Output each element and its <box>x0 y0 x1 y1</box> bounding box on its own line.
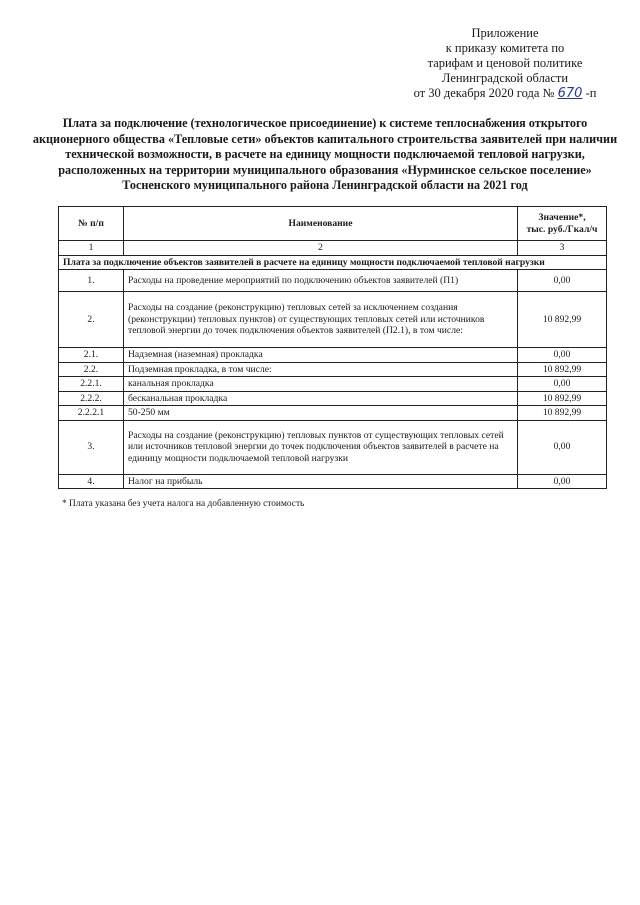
row-num: 2.2.1. <box>59 377 124 392</box>
row-name: бесканальная прокладка <box>124 391 518 406</box>
section-title: Плата за подключение объектов заявителей в расчете на единицу мощности подключаемой тепловой нагрузки <box>59 255 607 270</box>
row-name: Налог на прибыль <box>124 474 518 489</box>
row-value: 10 892,99 <box>518 406 607 421</box>
table-row <box>59 474 607 489</box>
row-num: 2.2.2.1 <box>59 406 124 421</box>
appendix-suffix: -п <box>585 86 597 100</box>
appendix-line-1: Приложение <box>471 26 539 40</box>
col-number-1: 1 <box>59 241 124 256</box>
row-name: канальная прокладка <box>124 377 518 392</box>
table-row <box>59 391 607 406</box>
section-row <box>59 255 607 270</box>
row-num: 1. <box>59 270 124 292</box>
table-row <box>59 362 607 377</box>
table-row <box>59 420 607 474</box>
row-name: Подземная прокладка, в том числе: <box>124 362 518 377</box>
tariff-table <box>58 206 607 489</box>
row-num: 4. <box>59 474 124 489</box>
table-header-row <box>59 207 607 241</box>
footnote: * Плата указана без учета налога на добавленную стоимость <box>62 499 305 509</box>
appendix-date-line <box>380 86 630 101</box>
header-value <box>518 207 607 241</box>
row-num: 2.2. <box>59 362 124 377</box>
row-name: Надземная (наземная) прокладка <box>124 348 518 363</box>
row-num: 2.1. <box>59 348 124 363</box>
handwritten-order-number: 670 <box>557 86 583 101</box>
col-number-2: 2 <box>124 241 518 256</box>
row-value: 0,00 <box>518 270 607 292</box>
table-row <box>59 377 607 392</box>
row-value: 0,00 <box>518 420 607 474</box>
appendix-line-3: тарифам и ценовой политике <box>427 56 583 70</box>
row-num: 2. <box>59 292 124 348</box>
row-value: 0,00 <box>518 474 607 489</box>
column-number-row <box>59 241 607 256</box>
row-value: 10 892,99 <box>518 362 607 377</box>
appendix-line-4: Ленинградской области <box>441 71 569 85</box>
row-value: 10 892,99 <box>518 391 607 406</box>
row-num: 2.2.2. <box>59 391 124 406</box>
table-row <box>59 292 607 348</box>
row-name: 50-250 мм <box>124 406 518 421</box>
appendix-line-2: к приказу комитета по <box>445 41 565 55</box>
row-value: 10 892,99 <box>518 292 607 348</box>
row-num: 3. <box>59 420 124 474</box>
header-value-line-2: тыс. руб./Гкал/ч <box>526 223 598 235</box>
row-value: 0,00 <box>518 348 607 363</box>
header-value-line-1: Значение*, <box>538 212 586 223</box>
row-value: 0,00 <box>518 377 607 392</box>
col-number-3: 3 <box>518 241 607 256</box>
row-name: Расходы на проведение мероприятий по подключению объектов заявителей (П1) <box>124 270 518 292</box>
table-row <box>59 270 607 292</box>
row-name: Расходы на создание (реконструкцию) тепловых сетей за исключением создания (реконструкции) тепловых пунктов) от существующих тепловых сетей или источников тепловой энергии до точек подключения объектов заявителей (П2.1), в том числе: <box>124 292 518 348</box>
appendix-block <box>380 26 630 101</box>
document-title: Плата за подключение (технологическое присоединение) к системе теплоснабжения открытого акционерного общества «Тепловые сети» объектов капитального строительства заявителей при наличии технической возможности, в расчете на единицу мощности подключаемой тепловой нагрузки, расположенных на территории муниципального образования «Нурминское сельское поселение» Тосненского муниципального района Ленинградской области на 2021 год <box>32 116 618 192</box>
table-row <box>59 406 607 421</box>
header-name: Наименование <box>124 207 518 241</box>
table-row <box>59 348 607 363</box>
header-num: № п/п <box>59 207 124 241</box>
row-name: Расходы на создание (реконструкцию) тепловых пунктов от существующих тепловых сетей или источников тепловой энергии до точек подключения объектов заявителей в расчете на единицу мощности подключаемой тепловой нагрузки <box>124 420 518 474</box>
appendix-date-prefix: от 30 декабря 2020 года № <box>413 86 555 100</box>
